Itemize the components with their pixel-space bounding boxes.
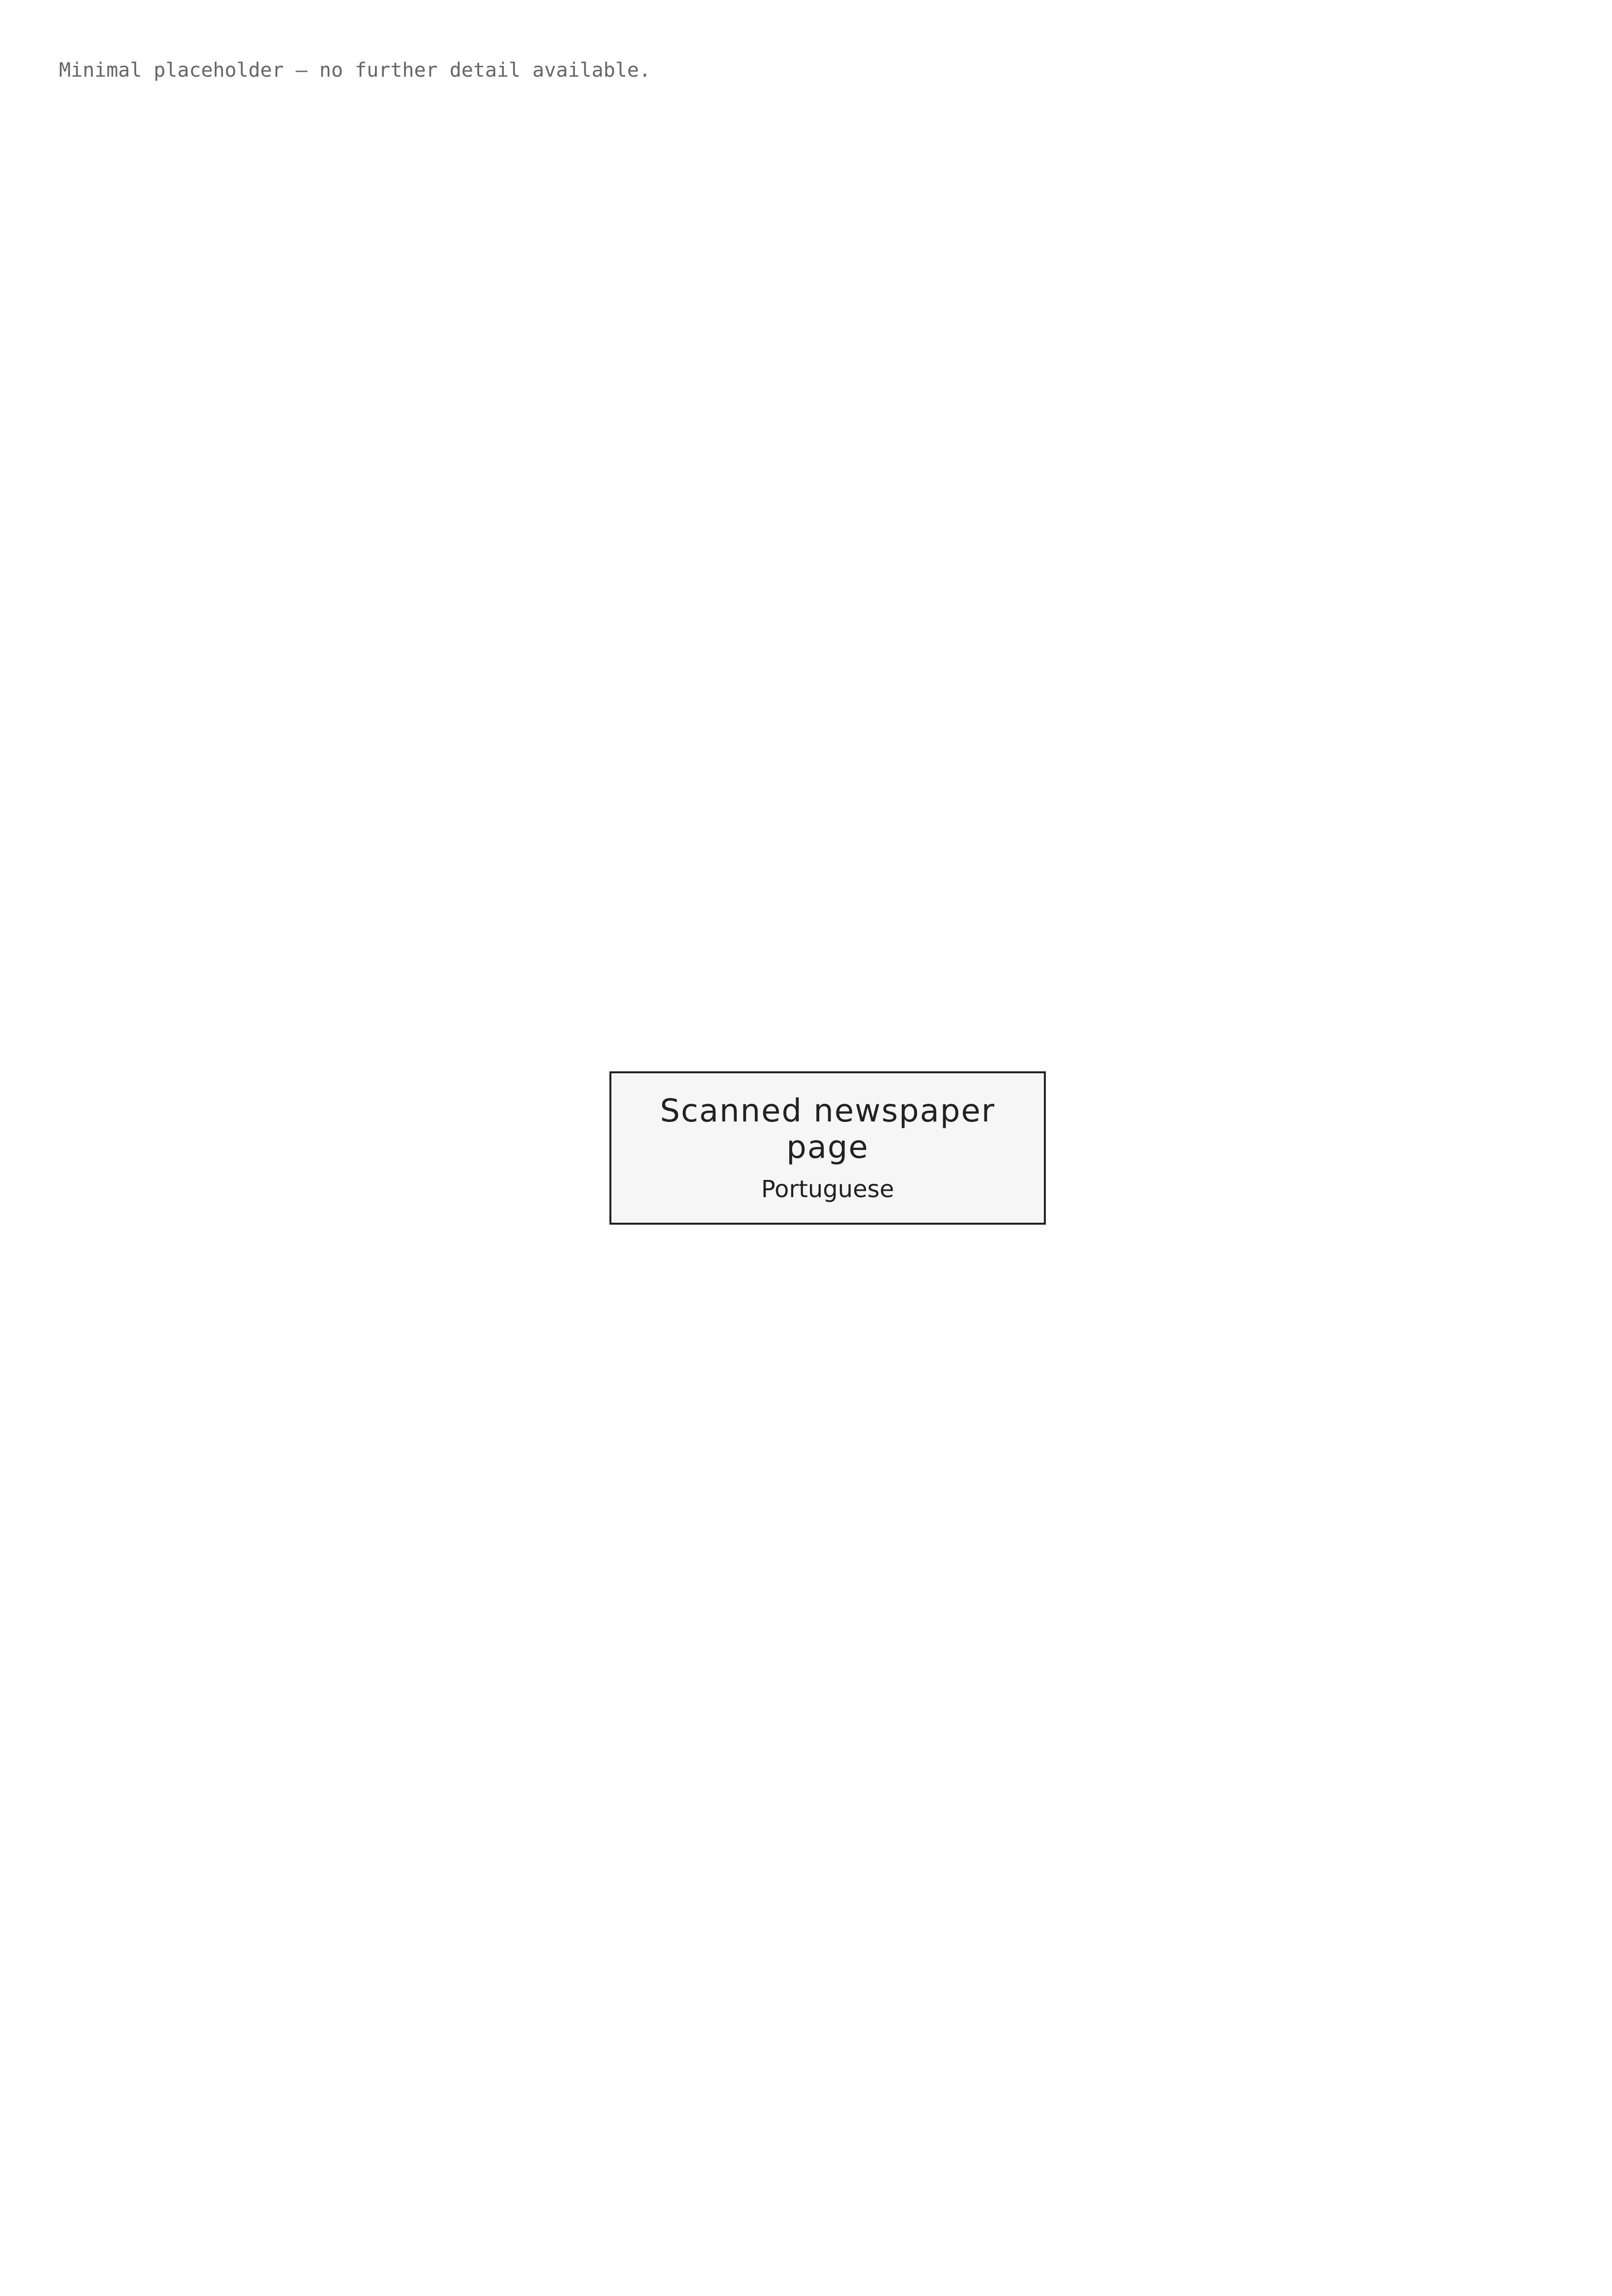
document-language: Portuguese	[761, 1176, 894, 1203]
render-note: Minimal placeholder — no further detail available.	[59, 59, 651, 82]
document-type: Scanned newspaper page	[660, 1093, 996, 1166]
document-label-card	[609, 1071, 1046, 1225]
